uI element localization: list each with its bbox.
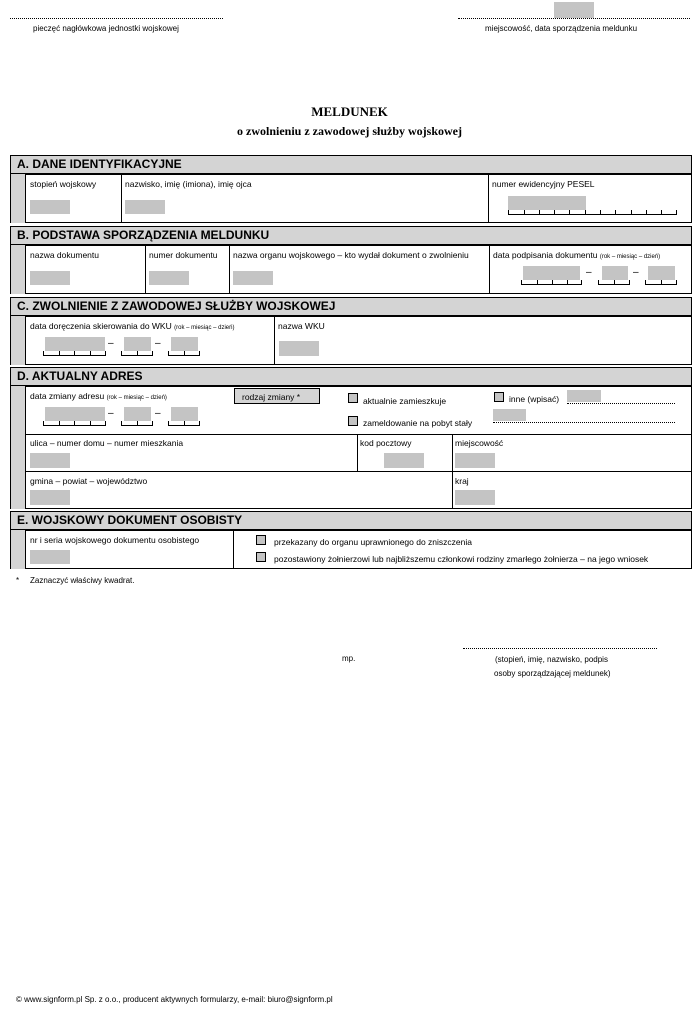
referral-year-field[interactable] bbox=[45, 337, 105, 351]
military-id-field[interactable] bbox=[30, 550, 70, 564]
change-date-hint: (rok – miesiąc – dzień) bbox=[106, 395, 167, 401]
change-date-label-text: data zmiany adresu bbox=[30, 391, 105, 401]
doc-name-label: nazwa dokumentu bbox=[30, 250, 99, 260]
section-d-heading: D. AKTUALNY ADRES bbox=[10, 367, 692, 386]
place-date-caption: miejscowość, data sporządzenia meldunku bbox=[485, 24, 638, 33]
name-cell bbox=[121, 174, 489, 223]
section-d-margin bbox=[10, 386, 25, 509]
date-separator: – bbox=[155, 408, 161, 419]
city-label: miejscowość bbox=[455, 438, 504, 448]
doc-number-label: numer dokumentu bbox=[149, 250, 218, 260]
date-separator: – bbox=[586, 267, 592, 278]
name-label: nazwisko, imię (imiona), imię ojca bbox=[125, 179, 252, 189]
section-c-heading: C. ZWOLNIENIE Z ZAWODOWEJ SŁUŻBY WOJSKOWEJ bbox=[10, 297, 692, 316]
place-date-field[interactable] bbox=[554, 2, 594, 18]
other-line-2 bbox=[493, 422, 675, 423]
doc-name-cell bbox=[25, 245, 146, 294]
rank-field[interactable] bbox=[30, 200, 70, 214]
seal-placeholder: mp. bbox=[342, 654, 356, 663]
stamp-caption: pieczęć nagłówkowa jednostki wojskowej bbox=[33, 24, 179, 33]
wku-field[interactable] bbox=[279, 341, 319, 356]
left-with-soldier-label: pozostawiony żołnierzowi lub najbliższemu członkowi rodziny zmarłego żołnierza – na jego wniosek bbox=[274, 554, 649, 564]
doc-number-field[interactable] bbox=[149, 271, 189, 285]
change-day-field[interactable] bbox=[171, 407, 198, 421]
residing-label: aktualnie zamieszkuje bbox=[363, 396, 447, 406]
pesel-cell bbox=[488, 174, 692, 223]
referral-day-field[interactable] bbox=[171, 337, 198, 351]
wku-label: nazwa WKU bbox=[278, 321, 325, 331]
footer-text: © www.signform.pl Sp. z o.o., producent aktywnych formularzy, e-mail: biuro@signform.pl bbox=[16, 995, 333, 1004]
commune-field[interactable] bbox=[30, 490, 70, 505]
sign-month-ticks bbox=[598, 280, 630, 285]
referral-date-label bbox=[30, 321, 234, 331]
sign-date-label bbox=[493, 250, 660, 260]
residing-checkbox[interactable] bbox=[348, 393, 358, 403]
commune-cell bbox=[25, 471, 453, 509]
change-date-label bbox=[30, 391, 167, 401]
pesel-digit-ticks bbox=[508, 210, 677, 215]
change-month-field[interactable] bbox=[124, 407, 151, 421]
permanent-checkbox[interactable] bbox=[348, 416, 358, 426]
sign-date-cell bbox=[489, 245, 692, 294]
change-date-cell bbox=[25, 386, 234, 435]
country-cell bbox=[452, 471, 692, 509]
sign-year-field[interactable] bbox=[523, 266, 580, 280]
name-field[interactable] bbox=[125, 200, 165, 214]
other-label: inne (wpisać) bbox=[509, 394, 560, 404]
footnote-marker: * bbox=[16, 576, 20, 585]
sign-date-label-text: data podpisania dokumentu bbox=[493, 250, 598, 260]
city-field[interactable] bbox=[455, 453, 495, 468]
section-b-heading: B. PODSTAWA SPORZĄDZENIA MELDUNKU bbox=[10, 226, 692, 245]
sign-date-hint: (rok – miesiąc – dzień) bbox=[599, 254, 661, 260]
section-e-margin bbox=[10, 530, 25, 569]
pesel-field[interactable] bbox=[508, 196, 586, 210]
place-date-line bbox=[458, 18, 690, 19]
change-type-cell bbox=[233, 386, 692, 435]
change-year-ticks bbox=[43, 421, 106, 426]
change-month-ticks bbox=[121, 421, 153, 426]
stamp-line bbox=[10, 18, 223, 19]
change-type-label: rodzaj zmiany * bbox=[242, 392, 301, 402]
street-label: ulica – numer domu – numer mieszkania bbox=[30, 438, 184, 448]
issuer-label: nazwa organu wojskowego – kto wydał dokument o zwolnieniu bbox=[233, 250, 469, 260]
change-day-ticks bbox=[168, 421, 200, 426]
rank-label: stopień wojskowy bbox=[30, 179, 97, 189]
other-field-2[interactable] bbox=[493, 409, 526, 421]
section-a-margin bbox=[10, 174, 25, 223]
referral-month-field[interactable] bbox=[124, 337, 151, 351]
date-separator: – bbox=[155, 338, 161, 349]
document-subtitle: o zwolnieniu z zawodowej służby wojskowej bbox=[237, 124, 462, 138]
handed-over-checkbox[interactable] bbox=[256, 535, 266, 545]
military-id-cell bbox=[25, 530, 234, 569]
date-separator: – bbox=[108, 408, 114, 419]
postal-cell bbox=[357, 434, 453, 472]
signature-caption-1: (stopień, imię, nazwisko, podpis bbox=[495, 655, 608, 664]
section-e-heading: E. WOJSKOWY DOKUMENT OSOBISTY bbox=[10, 511, 692, 530]
issuer-cell bbox=[229, 245, 490, 294]
referral-month-ticks bbox=[121, 351, 153, 356]
referral-date-hint: (rok – miesiąc – dzień) bbox=[174, 325, 235, 331]
city-cell bbox=[452, 434, 692, 472]
document-title: MELDUNEK bbox=[311, 104, 388, 119]
sign-year-ticks bbox=[521, 280, 582, 285]
permanent-label: zameldowanie na pobyt stały bbox=[363, 418, 473, 428]
sign-day-ticks bbox=[645, 280, 677, 285]
issuer-field[interactable] bbox=[233, 271, 273, 285]
id-disposition-cell bbox=[233, 530, 692, 569]
signature-line bbox=[463, 648, 657, 649]
other-checkbox[interactable] bbox=[494, 392, 504, 402]
signature-caption-2: osoby sporządzającej meldunek) bbox=[494, 669, 611, 678]
pesel-label: numer ewidencyjny PESEL bbox=[492, 179, 595, 189]
commune-label: gmina – powiat – województwo bbox=[30, 476, 148, 486]
street-field[interactable] bbox=[30, 453, 70, 468]
other-line-1 bbox=[567, 403, 675, 404]
handed-over-label: przekazany do organu uprawnionego do zniszczenia bbox=[274, 537, 472, 547]
section-c-margin bbox=[10, 316, 25, 365]
referral-date-cell bbox=[25, 316, 275, 365]
footnote-text: Zaznaczyć właściwy kwadrat. bbox=[30, 576, 135, 585]
postal-field[interactable] bbox=[384, 453, 424, 468]
referral-date-label-text: data doręczenia skierowania do WKU bbox=[30, 321, 172, 331]
section-a-heading: A. DANE IDENTYFIKACYJNE bbox=[10, 155, 692, 174]
date-separator: – bbox=[108, 338, 114, 349]
doc-number-cell bbox=[145, 245, 230, 294]
rank-cell bbox=[25, 174, 122, 223]
street-cell bbox=[25, 434, 358, 472]
change-year-field[interactable] bbox=[45, 407, 105, 421]
date-separator: – bbox=[633, 267, 639, 278]
section-b-margin bbox=[10, 245, 25, 294]
military-id-label: nr i seria wojskowego dokumentu osobistego bbox=[30, 535, 200, 545]
referral-day-ticks bbox=[168, 351, 200, 356]
sign-day-field[interactable] bbox=[648, 266, 675, 280]
country-label: kraj bbox=[455, 476, 469, 486]
doc-name-field[interactable] bbox=[30, 271, 70, 285]
referral-year-ticks bbox=[43, 351, 106, 356]
left-with-soldier-checkbox[interactable] bbox=[256, 552, 266, 562]
postal-label: kod pocztowy bbox=[360, 438, 412, 448]
other-field[interactable] bbox=[567, 390, 601, 402]
wku-cell bbox=[274, 316, 692, 365]
country-field[interactable] bbox=[455, 490, 495, 505]
sign-month-field[interactable] bbox=[602, 266, 628, 280]
